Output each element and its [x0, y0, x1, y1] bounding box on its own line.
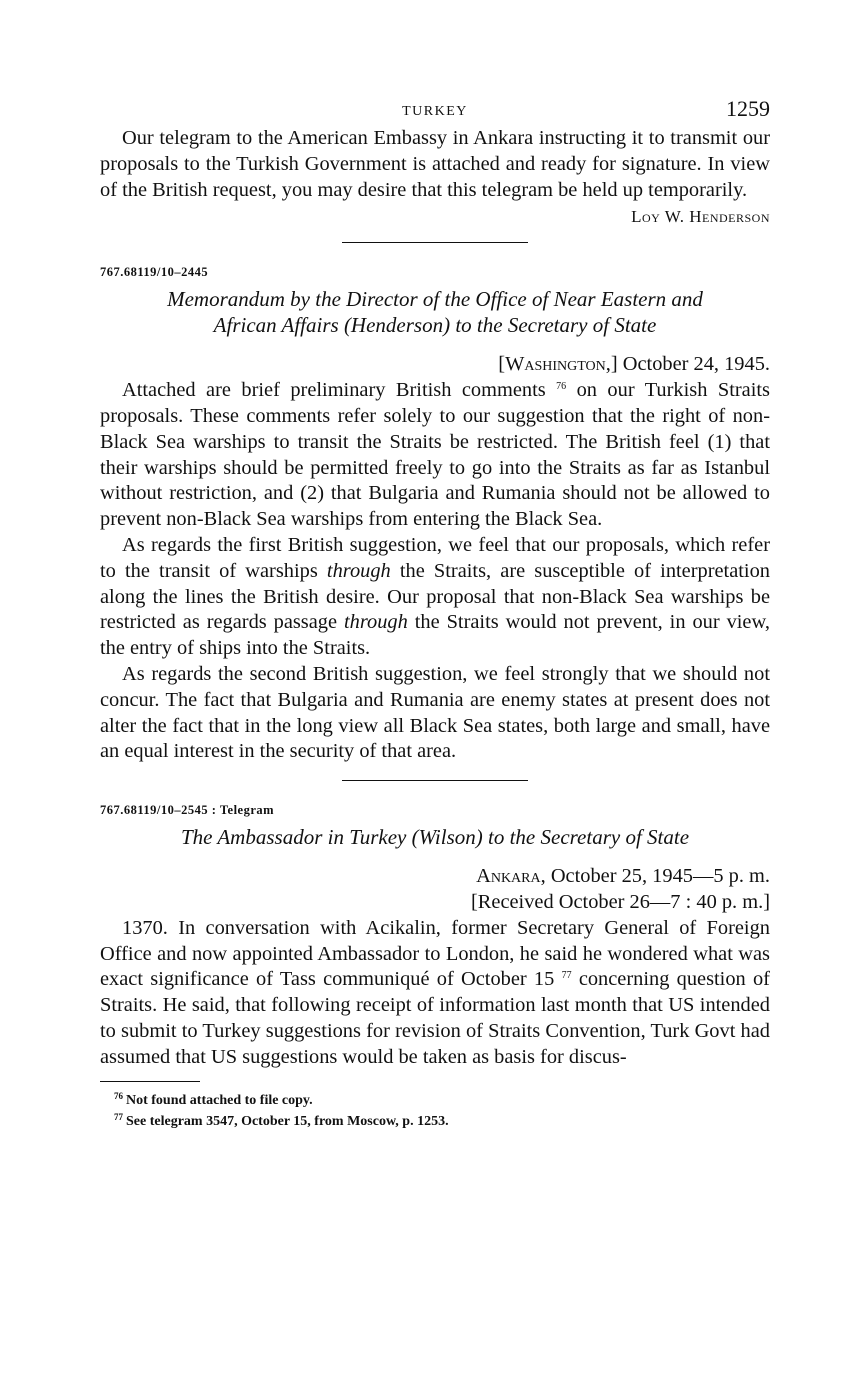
doc2-title: [110, 286, 760, 338]
doc2-p1-text-b: on our Turkish Straits proposals. These comments refer solely to our suggestion that the right of non-Black Sea warships to transit the Straits be restricted. The British feel (1) that their warships should be permitted freely to go into the Straits as far as Istanbul without restriction, and (2) that Bulgaria and Rumania should not be allowed to prevent non-Black Sea warships from entering the Black Sea.: [100, 379, 770, 531]
doc3-dateline-place: Ankara,: [476, 865, 546, 888]
page-number: 1259: [726, 96, 770, 121]
doc2-p2-text-c: the Straits would not prevent, in our view, the entry of ships into the Straits.: [100, 611, 770, 660]
footnote-number: 76: [114, 1090, 123, 1101]
doc3-paragraph-1: [100, 916, 770, 1071]
doc3-received-line: [Received October 26—7 : 40 p. m.]: [471, 890, 770, 913]
doc2-p2-text-b: the Straits, are susceptible of interpretation along the lines the British desire. Our proposal that non-Black Sea warships be restricted as regards passage: [100, 559, 770, 634]
footnote-number: 77: [114, 1111, 123, 1122]
doc2-paragraph-3: As regards the second British suggestion, we feel strongly that we should not concur. The fact that Bulgaria and Rumania are enemy states at present does not alter the fact that in the long view all Black Sea states, both large and small, have an equal interest in the security of that area.: [100, 662, 770, 763]
doc3-p1-text-b: concerning question of Straits. He said, that following receipt of information last month that US intended to submit to Turkey suggestions for revision of Straits Convention, Turk Govt had assumed that US suggestions would be taken as basis for discus-: [100, 968, 770, 1068]
footnote-text: Not found attached to file copy.: [126, 1092, 313, 1108]
doc2-p2-text-a: As regards the first British suggestion, we feel that our proposals, which refer to the transit of warships: [100, 533, 770, 582]
doc2-p2-emphasis-1: through: [326, 559, 391, 582]
doc3-title: The Ambassador in Turkey (Wilson) to the Secretary of State: [180, 825, 690, 850]
page-header: [100, 96, 770, 126]
doc2-p2-emphasis-2: through: [343, 611, 408, 634]
footnote-ref-77: 77: [561, 970, 572, 982]
doc2-dateline: [100, 352, 770, 378]
doc2-dateline-place: [Washington,]: [498, 353, 618, 376]
document-page: [100, 96, 770, 1130]
doc2-paragraph-1: [100, 378, 770, 533]
doc3-file-number: 767.68119/10–2545 : Telegram: [100, 803, 275, 818]
running-head: TURKEY: [402, 104, 468, 119]
section-divider: [342, 780, 528, 781]
doc3-dateline-time: October 25, 1945—5 p. m.: [550, 865, 770, 888]
doc2-p1-text-a: Attached are brief preliminary British comments: [122, 379, 546, 402]
doc3-dateline: [100, 864, 770, 890]
footnote: [100, 1088, 770, 1109]
footnote: [100, 1109, 770, 1130]
doc2-title-line2: African Affairs (Henderson) to the Secretary of State: [213, 313, 657, 338]
doc1-paragraph: Our telegram to the American Embassy in Ankara instructing it to transmit our proposals to the Turkish Government is attached and ready for signature. In view of the British request, you may desire that this telegram be held up temporarily.: [100, 127, 770, 201]
footnote-divider: [100, 1081, 200, 1082]
doc2-dateline-date: October 24, 1945.: [622, 353, 770, 376]
footnote-ref-76: 76: [556, 381, 567, 393]
doc2-paragraph-2: [100, 533, 770, 662]
doc3-p1-text-a: 1370. In conversation with Acikalin, former Secretary General of Foreign Office and now appointed Ambassador to London, he said he wondered what was exact significance of Tass communiqué of October 15: [100, 916, 770, 991]
doc1-signature: Loy W. Henderson: [631, 207, 770, 227]
doc2-file-number: 767.68119/10–2445: [100, 265, 209, 280]
footnote-text: See telegram 3547, October 15, from Moscow, p. 1253.: [126, 1113, 449, 1129]
section-divider: [342, 242, 528, 243]
doc2-title-line1: Memorandum by the Director of the Office of Near Eastern and: [167, 287, 703, 312]
